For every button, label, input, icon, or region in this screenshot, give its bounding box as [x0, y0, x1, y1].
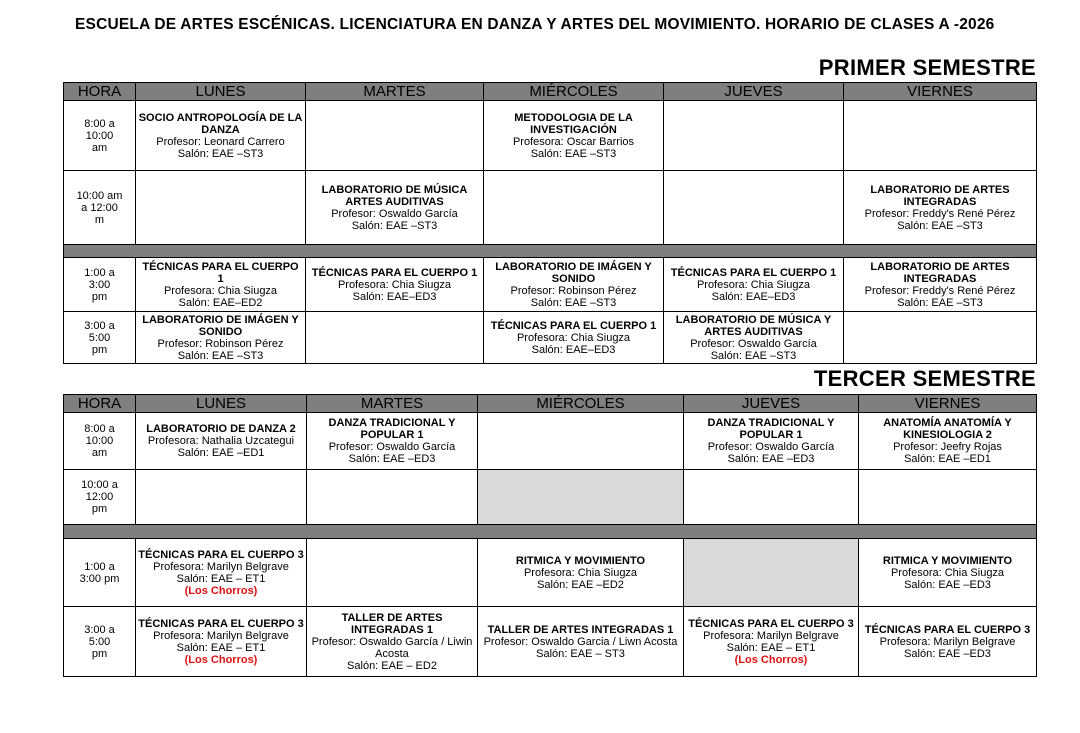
empty-cell: [306, 312, 484, 364]
class-name: TÉCNICAS PARA EL CUERPO 3: [864, 623, 1031, 636]
class-teacher: Profesora: Chia Siugza: [163, 284, 278, 297]
class-name: LABORATORIO DE IMÁGEN Y SONIDO: [142, 313, 299, 338]
class-teacher: Profesora: Chia Siugza: [523, 566, 638, 579]
tercer-semestre-table: [63, 394, 1037, 677]
class-cell: [684, 607, 859, 677]
primer-semestre-heading: PRIMER SEMESTRE: [818, 55, 1036, 80]
lunch-band: [64, 245, 1037, 258]
class-room: Salón: EAE–ED3: [711, 290, 796, 303]
class-name: LABORATORIO DE ARTES INTEGRADAS: [870, 183, 1010, 208]
class-name: LABORATORIO DE MÚSICA Y ARTES AUDITIVAS: [675, 313, 832, 338]
class-cell: [844, 258, 1037, 312]
empty-cell: [136, 171, 306, 245]
class-teacher: Profesor: Robinson Pérez: [510, 284, 637, 297]
class-name: LABORATORIO DE IMÁGEN Y SONIDO: [495, 260, 652, 285]
class-teacher: Profesora: Chia Siugza: [516, 331, 631, 344]
class-room: Salón: EAE – ET1: [176, 641, 266, 654]
empty-cell: [859, 470, 1037, 525]
header-martes: MARTES: [306, 83, 484, 101]
lunch-band: [64, 525, 1037, 539]
class-cell: [859, 539, 1037, 607]
class-teacher: Profesora: Nathalia Uzcategui: [147, 435, 295, 447]
class-room: Salón: EAE –ST3: [710, 349, 797, 362]
class-name: TÉCNICAS PARA EL CUERPO 1: [142, 260, 299, 285]
header-row: [64, 395, 1037, 413]
class-room: Salón: EAE –ED2: [537, 578, 624, 591]
class-name: TÉCNICAS PARA EL CUERPO 3: [138, 617, 304, 630]
class-room: Salón: EAE – ET1: [176, 572, 266, 585]
class-teacher: Profesora: Marilyn Belgrave: [153, 629, 289, 642]
class-location-note: (Los Chorros): [734, 653, 808, 666]
tercer-semestre-heading: TERCER SEMESTRE: [813, 366, 1036, 391]
class-teacher: Profesor: Oswaldo García / Liwin Acosta: [311, 635, 473, 660]
table-row: [64, 539, 1037, 607]
empty-cell: [664, 101, 844, 171]
class-teacher: Profesor: Oswaldo Garcia / Liwn Acosta: [483, 635, 678, 648]
empty-cell: [844, 101, 1037, 171]
header-lunes: LUNES: [136, 83, 306, 101]
hora-cell: 3:00 a 5:00 pm: [64, 312, 136, 364]
class-name: TÉCNICAS PARA EL CUERPO 1: [670, 266, 837, 279]
class-room: Salón: EAE –ED1: [904, 453, 991, 465]
hora-cell: 8:00 a 10:00 am: [64, 101, 136, 171]
shaded-cell: [684, 539, 859, 607]
class-teacher: Profesora: Chia Siugza: [696, 278, 811, 291]
hora-cell: 1:00 a 3:00 pm: [64, 539, 136, 607]
class-name: LABORATORIO DE MÚSICA ARTES AUDITIVAS: [321, 183, 468, 208]
class-teacher: Profesor: Jeefry Rojas: [893, 441, 1002, 453]
primer-semestre-table: [63, 82, 1037, 364]
class-room: Salón: EAE –ED3: [348, 453, 436, 465]
header-viernes: VIERNES: [859, 395, 1037, 413]
class-cell: [684, 413, 859, 470]
class-room: Salón: EAE –ED1: [177, 447, 265, 459]
empty-cell: [478, 413, 684, 470]
class-cell: [859, 607, 1037, 677]
hora-cell: 1:00 a 3:00 pm: [64, 258, 136, 312]
class-room: Salón: EAE –ED3: [904, 578, 991, 591]
table-row: [64, 470, 1037, 525]
class-cell: [307, 607, 478, 677]
class-room: Salón: EAE –ST3: [530, 147, 617, 160]
class-room: Salón: EAE –ST3: [897, 219, 983, 232]
empty-cell: [844, 312, 1037, 364]
class-cell: [664, 312, 844, 364]
class-teacher: Profesora: Oscar Barrios: [512, 135, 635, 148]
class-cell: [484, 312, 664, 364]
class-name: RITMICA Y MOVIMIENTO: [882, 554, 1013, 567]
class-room: Salón: EAE –ST3: [177, 349, 264, 362]
class-name: METODOLOGIA DE LA INVESTIGACIÓN: [514, 111, 633, 136]
class-room: Salón: EAE – ST3: [536, 647, 625, 660]
empty-cell: [684, 470, 859, 525]
hora-cell: 8:00 a 10:00 am: [64, 413, 136, 470]
class-teacher: Profesor: Leonard Carrero: [156, 135, 285, 148]
class-cell: [484, 101, 664, 171]
hora-cell: 10:00 am a 12:00 m: [64, 171, 136, 245]
document-title: ESCUELA DE ARTES ESCÉNICAS. LICENCIATURA EN DANZA Y ARTES DEL MOVIMIENTO. HORARIO DE CLASES A -2026: [75, 16, 995, 33]
lunch-band-cell: [64, 525, 1037, 539]
class-location-note: (Los Chorros): [184, 653, 258, 666]
class-cell: [478, 607, 684, 677]
class-room: Salón: EAE – ED2: [347, 659, 437, 672]
class-room: Salón: EAE –ST3: [351, 219, 438, 232]
table-row: [64, 413, 1037, 470]
table-row: [64, 101, 1037, 171]
class-teacher: Profesora: Chia Siugza: [337, 278, 452, 291]
class-cell: [306, 171, 484, 245]
class-teacher: Profesor: Oswaldo García: [328, 441, 456, 453]
class-cell: [136, 413, 307, 470]
class-teacher: Profesor: Oswaldo García: [690, 337, 817, 350]
class-room: Salón: EAE – ET1: [726, 641, 816, 654]
class-room: Salón: EAE–ED3: [531, 343, 616, 356]
header-row: [64, 83, 1037, 101]
lunch-band-cell: [64, 245, 1037, 258]
class-teacher: Profesora: Marilyn Belgrave: [703, 629, 839, 642]
class-teacher: Profesora: Chia Siugza: [890, 566, 1005, 579]
header-jueves: JUEVES: [664, 83, 844, 101]
empty-cell: [307, 470, 478, 525]
class-name: TÉCNICAS PARA EL CUERPO 3: [688, 617, 854, 630]
class-name: TALLER DE ARTES INTEGRADAS 1: [341, 611, 443, 636]
header-viernes: VIERNES: [844, 83, 1037, 101]
class-room: Salón: EAE –ED3: [904, 647, 991, 660]
class-cell: [307, 413, 478, 470]
shaded-cell: [478, 470, 684, 525]
class-room: Salón: EAE –ED3: [727, 453, 815, 465]
table-row: [64, 171, 1037, 245]
class-cell: [859, 413, 1037, 470]
class-teacher: Profesora: Marilyn Belgrave: [153, 560, 289, 573]
empty-cell: [484, 171, 664, 245]
class-teacher: Profesora: Marilyn Belgrave: [879, 635, 1016, 648]
class-room: Salón: EAE –ST3: [177, 147, 264, 160]
class-teacher: Profesor: Freddy's René Pérez: [864, 284, 1016, 297]
class-cell: [478, 539, 684, 607]
class-cell: [306, 258, 484, 312]
header-jueves: JUEVES: [684, 395, 859, 413]
header-hora: HORA: [64, 83, 136, 101]
class-teacher: Profesor: Oswaldo García: [331, 207, 458, 220]
class-name: ANATOMÍA ANATOMÍA Y KINESIOLOGIA 2: [883, 417, 1012, 441]
class-name: TÉCNICAS PARA EL CUERPO 3: [138, 548, 304, 561]
class-name: TÉCNICAS PARA EL CUERPO 1: [490, 319, 657, 332]
class-name: TALLER DE ARTES INTEGRADAS 1: [487, 623, 674, 636]
class-teacher: Profesor: Freddy's René Pérez: [864, 207, 1016, 220]
table-row: [64, 312, 1037, 364]
class-teacher: Profesor: Robinson Pérez: [157, 337, 284, 350]
class-room: Salón: EAE–ED3: [352, 290, 437, 303]
header-lunes: LUNES: [136, 395, 307, 413]
table-row: [64, 258, 1037, 312]
class-cell: [844, 171, 1037, 245]
class-cell: [136, 312, 306, 364]
empty-cell: [306, 101, 484, 171]
header-miercoles: MIÉRCOLES: [484, 83, 664, 101]
class-name: DANZA TRADICIONAL Y POPULAR 1: [707, 417, 835, 441]
class-cell: [664, 258, 844, 312]
header-miercoles: MIÉRCOLES: [478, 395, 684, 413]
class-cell: [136, 258, 306, 312]
class-name: TÉCNICAS PARA EL CUERPO 1: [311, 266, 478, 279]
hora-cell: 3:00 a 5:00 pm: [64, 607, 136, 677]
class-room: Salón: EAE–ED2: [178, 296, 263, 309]
table-row: [64, 607, 1037, 677]
class-room: Salón: EAE –ST3: [530, 296, 617, 309]
class-cell: [484, 258, 664, 312]
header-hora: HORA: [64, 395, 136, 413]
class-name: RITMICA Y MOVIMIENTO: [515, 554, 646, 567]
hora-cell: 10:00 a 12:00 pm: [64, 470, 136, 525]
header-martes: MARTES: [307, 395, 478, 413]
empty-cell: [307, 539, 478, 607]
class-name: SOCIO ANTROPOLOGÍA DE LA DANZA: [138, 111, 303, 136]
class-room: Salón: EAE –ST3: [897, 296, 983, 309]
class-name: LABORATORIO DE ARTES INTEGRADAS: [870, 260, 1010, 285]
class-location-note: (Los Chorros): [184, 584, 258, 597]
class-name: LABORATORIO DE DANZA 2: [146, 423, 296, 435]
class-name: DANZA TRADICIONAL Y POPULAR 1: [328, 417, 456, 441]
class-cell: [136, 101, 306, 171]
empty-cell: [664, 171, 844, 245]
class-cell: [136, 539, 307, 607]
class-teacher: Profesor: Oswaldo García: [707, 441, 835, 453]
empty-cell: [136, 470, 307, 525]
class-cell: [136, 607, 307, 677]
